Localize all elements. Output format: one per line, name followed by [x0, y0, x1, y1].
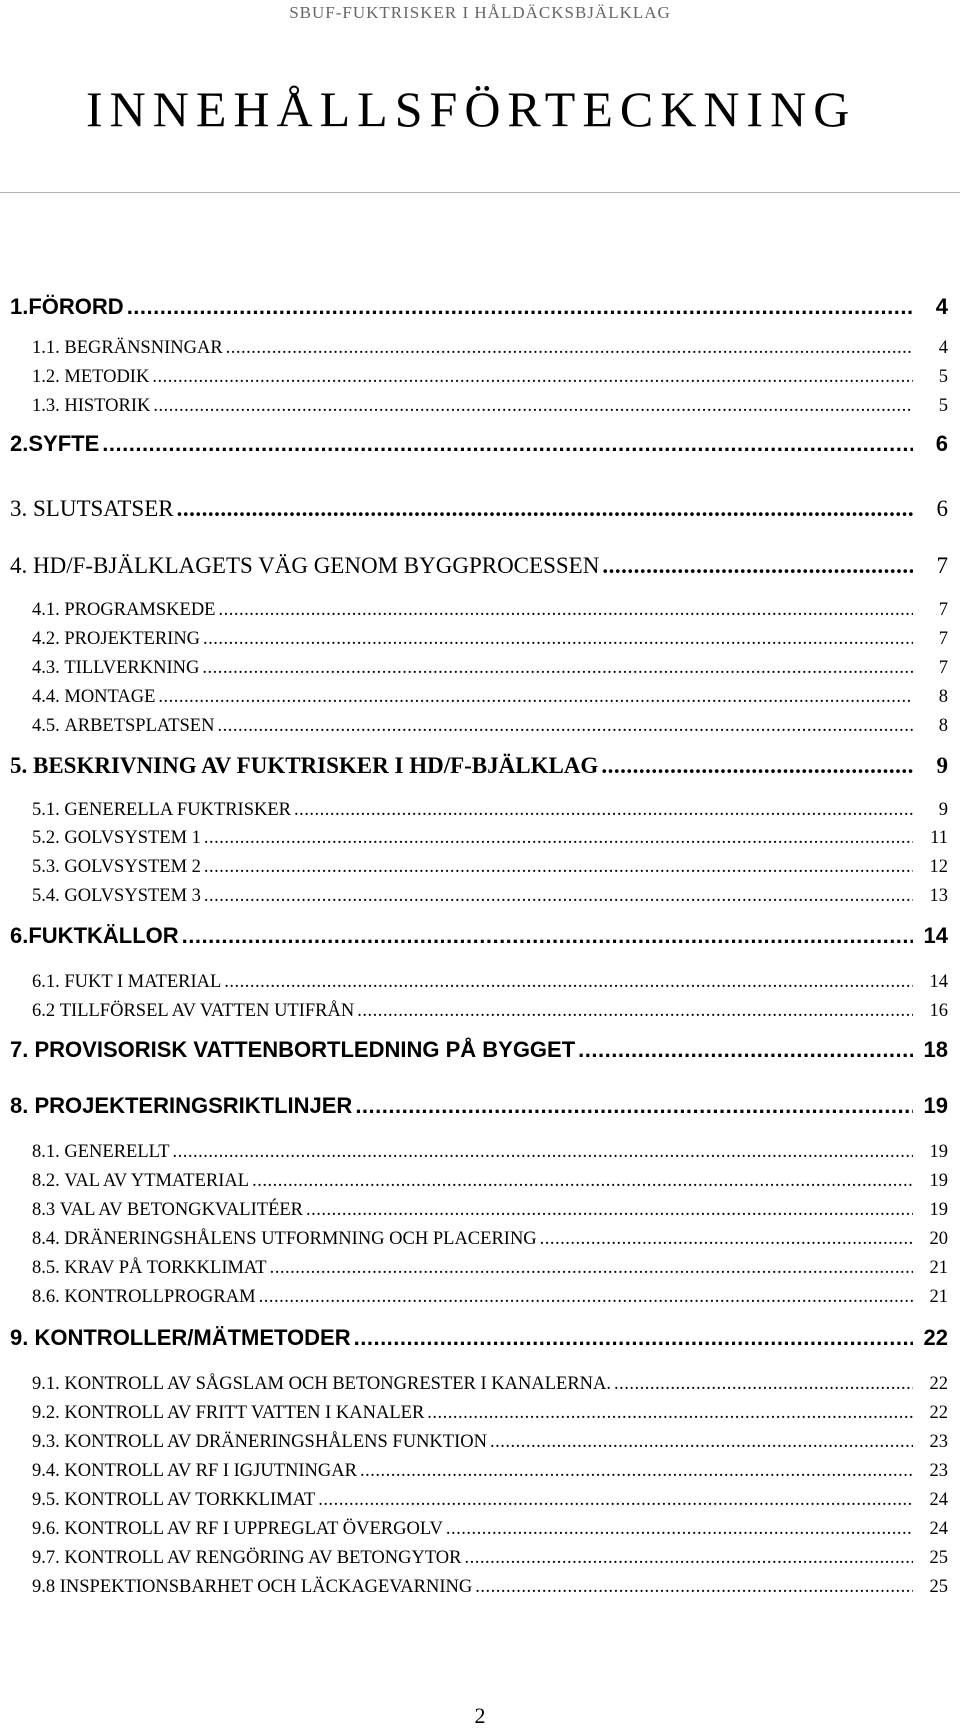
toc-entry-page: 22 [929, 1373, 948, 1394]
toc-entry-number: 4.1. [32, 599, 60, 620]
toc-entry-title: KONTROLLPROGRAM [64, 1286, 256, 1307]
toc-entry-number: 3. [10, 496, 28, 521]
toc-entry[interactable] [0, 1425, 960, 1451]
toc-entry-title: SYFTE [28, 431, 100, 456]
toc-entry[interactable] [0, 1541, 960, 1567]
toc-entry-page: 9 [938, 799, 948, 820]
toc-entry-number: 9.4. [32, 1460, 60, 1481]
toc-entry-page: 21 [929, 1286, 948, 1307]
toc-entry-page: 24 [929, 1489, 948, 1510]
toc-entry-page: 7 [938, 628, 948, 649]
toc-entry[interactable] [0, 1512, 960, 1538]
dot-leader [318, 1491, 913, 1510]
toc-entry[interactable] [0, 494, 960, 520]
toc-entry-page: 12 [929, 856, 948, 877]
toc-entry-page: 11 [930, 827, 948, 848]
toc-entry[interactable] [0, 1035, 960, 1061]
toc-entry-number: 9.3. [32, 1431, 60, 1452]
toc-entry[interactable] [0, 1222, 960, 1248]
toc-entry-number: 8. [10, 1093, 29, 1118]
toc-entry-number: 4.3. [32, 657, 60, 678]
toc-entry-page: 7 [938, 657, 948, 678]
toc-entry[interactable] [0, 793, 960, 819]
toc-entry-title: GOLVSYSTEM 3 [64, 885, 201, 906]
toc-entry-title: DRÄNERINGSHÅLENS UTFORMNING OCH PLACERING [64, 1228, 537, 1249]
toc-entry-page: 22 [929, 1402, 948, 1423]
toc-entry-number: 1.2. [32, 366, 60, 387]
toc-entry-title: FUKT I MATERIAL [64, 971, 222, 992]
toc-entry[interactable] [0, 331, 960, 357]
toc-entry-number: 4.2. [32, 628, 60, 649]
toc-entry-title: TILLVERKNING [64, 657, 200, 678]
toc-entry-page: 21 [929, 1257, 948, 1278]
dot-leader [182, 925, 913, 947]
toc-entry-page: 25 [929, 1576, 948, 1597]
toc-entry-number: 1. [10, 294, 29, 319]
toc-entry[interactable] [0, 821, 960, 847]
toc-entry[interactable] [0, 360, 960, 386]
toc-entry-page: 19 [923, 1093, 948, 1118]
toc-entry-number: 4.4. [32, 686, 60, 707]
toc-entry-title: KONTROLL AV RENGÖRING AV BETONGYTOR [64, 1547, 462, 1568]
dot-leader [354, 1327, 913, 1349]
toc-entry-title: PROVISORISK VATTENBORTLEDNING PÅ BYGGET [34, 1037, 576, 1062]
toc-entry[interactable] [0, 1323, 960, 1349]
toc-entry-page: 24 [929, 1518, 948, 1539]
toc-entry[interactable] [0, 709, 960, 735]
toc-entry-number: 1.1. [32, 337, 60, 358]
toc-entry-number: 8.2. [32, 1170, 60, 1191]
toc-entry-title: KONTROLL AV RF I IGJUTNINGAR [64, 1460, 357, 1481]
dot-leader [204, 887, 913, 906]
dot-leader [490, 1433, 913, 1452]
dot-leader [464, 1549, 913, 1568]
dot-leader [203, 630, 913, 649]
toc-entry[interactable] [0, 680, 960, 706]
toc-entry-number: 5.4. [32, 885, 60, 906]
toc-entry[interactable] [0, 1164, 960, 1190]
toc-entry-page: 8 [938, 686, 948, 707]
toc-entry-page: 19 [929, 1141, 948, 1162]
toc-entry-number: 5. [10, 753, 28, 778]
toc-entry-title: GENERELLT [64, 1141, 170, 1162]
toc-entry-title: VAL AV YTMATERIAL [64, 1170, 250, 1191]
toc-entry-number: 9.8 [32, 1576, 56, 1597]
dot-leader [355, 1095, 913, 1117]
toc-entry-page: 5 [938, 395, 948, 416]
toc-entry-number: 4. [10, 553, 28, 578]
toc-entry-number: 9.5. [32, 1489, 60, 1510]
toc-entry-number: 9. [10, 1325, 29, 1350]
toc-entry[interactable] [0, 965, 960, 991]
toc-entry-page: 4 [935, 294, 948, 319]
toc-entry-page: 13 [929, 885, 948, 906]
toc-entry-title: KONTROLLER/MÄTMETODER [34, 1325, 351, 1350]
toc-entry[interactable] [0, 1483, 960, 1509]
dot-leader [357, 1002, 913, 1021]
toc-entry[interactable] [0, 1570, 960, 1596]
dot-leader [601, 754, 913, 777]
toc-entry-number: 6.2 [32, 1000, 56, 1021]
toc-entry-number: 4.5. [32, 715, 60, 736]
toc-entry-number: 9.1. [32, 1373, 60, 1394]
toc-entry-page: 25 [929, 1547, 948, 1568]
toc-entry[interactable] [0, 651, 960, 677]
toc-entry-title: BESKRIVNING AV FUKTRISKER I HD/F-BJÄLKLAG [33, 753, 599, 778]
dot-leader [446, 1520, 913, 1539]
toc-entry-number: 2. [10, 431, 29, 456]
toc-entry-page: 8 [938, 715, 948, 736]
toc-entry-number: 6. [10, 923, 29, 948]
toc-entry[interactable] [0, 879, 960, 905]
toc-entry-title: KONTROLL AV TORKKLIMAT [64, 1489, 316, 1510]
dot-leader [217, 717, 913, 736]
toc-entry-page: 6 [935, 431, 948, 456]
dot-leader [306, 1201, 913, 1220]
toc-entry-title: KONTROLL AV DRÄNERINGSHÅLENS FUNKTION [64, 1431, 487, 1452]
toc-entry-title: SLUTSATSER [33, 496, 174, 521]
toc-entry[interactable] [0, 1280, 960, 1306]
toc-entry-title: BEGRÄNSNINGAR [64, 337, 223, 358]
toc-entry-number: 8.3 [32, 1199, 56, 1220]
toc-entry-number: 9.7. [32, 1547, 60, 1568]
dot-leader [204, 858, 913, 877]
toc-entry-number: 5.3. [32, 856, 60, 877]
toc-entry-title: GOLVSYSTEM 2 [64, 856, 201, 877]
dot-leader [173, 1143, 913, 1162]
dot-leader [204, 829, 913, 848]
dot-leader [153, 397, 913, 416]
dot-leader [177, 497, 913, 520]
toc-entry-page: 14 [923, 923, 948, 948]
toc-entry-title: FÖRORD [28, 294, 124, 319]
toc-entry-title: PROGRAMSKEDE [64, 599, 216, 620]
dot-leader [270, 1259, 913, 1278]
toc-entry-number: 1.3. [32, 395, 60, 416]
toc-entry-number: 8.6. [32, 1286, 60, 1307]
toc-entry-page: 4 [938, 337, 948, 358]
toc-entry[interactable] [0, 551, 960, 577]
toc-entry-page: 20 [929, 1228, 948, 1249]
dot-leader [252, 1172, 913, 1191]
toc-entry[interactable] [0, 622, 960, 648]
dot-leader [152, 368, 913, 387]
dot-leader [427, 1404, 913, 1423]
toc-entry-title: MONTAGE [64, 686, 156, 707]
toc-entry-page: 7 [936, 553, 948, 578]
toc-entry[interactable] [0, 1091, 960, 1117]
toc-entry-title: VAL AV BETONGKVALITÉER [59, 1199, 304, 1220]
running-header: SBUF-FUKTRISKER I HÅLDÄCKSBJÄLKLAG [289, 3, 671, 22]
toc-entry-number: 6.1. [32, 971, 60, 992]
dot-leader [158, 688, 913, 707]
toc-entry-title: FUKTKÄLLOR [28, 923, 179, 948]
toc-entry-number: 9.6. [32, 1518, 60, 1539]
toc-entry-title: PROJEKTERING [64, 628, 201, 649]
toc-entry-page: 23 [929, 1431, 948, 1452]
toc-entry[interactable] [0, 429, 960, 455]
dot-leader [102, 433, 913, 455]
dot-leader [578, 1039, 913, 1061]
toc-entry[interactable] [0, 994, 960, 1020]
toc-entry-title: KONTROLL AV SÅGSLAM OCH BETONGRESTER I KANALERNA. [64, 1373, 612, 1394]
toc-entry-page: 22 [923, 1325, 948, 1350]
toc-entry[interactable] [0, 850, 960, 876]
toc-entry-title: HD/F-BJÄLKLAGETS VÄG GENOM BYGGPROCESSEN [33, 553, 600, 578]
toc-entry-title: KONTROLL AV RF I UPPREGLAT ÖVERGOLV [64, 1518, 443, 1539]
toc-entry[interactable] [0, 1454, 960, 1480]
toc-entry-page: 16 [929, 1000, 948, 1021]
toc-entry-title: KRAV PÅ TORKKLIMAT [64, 1257, 267, 1278]
toc-entry-title: ARBETSPLATSEN [64, 715, 215, 736]
toc-entry-title: PROJEKTERINGSRIKTLINJER [34, 1093, 353, 1118]
toc-entry-page: 6 [936, 496, 948, 521]
toc-entry-number: 5.2. [32, 827, 60, 848]
page-number: 2 [474, 1703, 486, 1728]
toc-entry-page: 7 [938, 599, 948, 620]
toc-entry-page: 9 [936, 753, 948, 778]
page-title: INNEHÅLLSFÖRTECKNING [86, 81, 857, 137]
toc-entry-number: 9.2. [32, 1402, 60, 1423]
dot-leader [224, 973, 913, 992]
toc-entry[interactable] [0, 751, 960, 777]
dot-leader [202, 659, 913, 678]
toc-entry[interactable] [0, 921, 960, 947]
dot-leader [218, 601, 913, 620]
toc-entry-title: KONTROLL AV FRITT VATTEN I KANALER [64, 1402, 425, 1423]
toc-entry[interactable] [0, 292, 960, 318]
toc-entry-number: 7. [10, 1037, 29, 1062]
toc-entry-number: 8.5. [32, 1257, 60, 1278]
toc-entry-number: 8.4. [32, 1228, 60, 1249]
toc-entry-title: INSPEKTIONSBARHET OCH LÄCKAGEVARNING [59, 1576, 473, 1597]
toc-entry[interactable] [0, 1251, 960, 1277]
toc-entry-page: 23 [929, 1460, 948, 1481]
toc-entry-page: 19 [929, 1199, 948, 1220]
toc-entry-page: 5 [938, 366, 948, 387]
toc-entry-number: 5.1. [32, 799, 60, 820]
toc-entry-page: 19 [929, 1170, 948, 1191]
toc-entry-page: 14 [929, 971, 948, 992]
toc-entry[interactable] [0, 1396, 960, 1422]
dot-leader [360, 1462, 913, 1481]
dot-leader [226, 339, 913, 358]
toc-entry-page: 18 [923, 1037, 948, 1062]
toc-entry-title: GOLVSYSTEM 1 [64, 827, 201, 848]
toc-entry-title: TILLFÖRSEL AV VATTEN UTIFRÅN [59, 1000, 355, 1021]
dot-leader [602, 554, 913, 577]
dot-leader [259, 1288, 913, 1307]
dot-leader [614, 1375, 913, 1394]
dot-leader [475, 1578, 913, 1597]
toc-entry-title: HISTORIK [64, 395, 151, 416]
toc-entry[interactable] [0, 593, 960, 619]
dot-leader [294, 801, 913, 820]
dot-leader [127, 296, 913, 318]
toc-entry-title: METODIK [64, 366, 150, 387]
toc-entry[interactable] [0, 389, 960, 415]
toc-entry-number: 8.1. [32, 1141, 60, 1162]
toc-entry-title: GENERELLA FUKTRISKER [64, 799, 291, 820]
toc-entry[interactable] [0, 1193, 960, 1219]
dot-leader [540, 1230, 913, 1249]
toc-entry[interactable] [0, 1135, 960, 1161]
toc-entry[interactable] [0, 1367, 960, 1393]
